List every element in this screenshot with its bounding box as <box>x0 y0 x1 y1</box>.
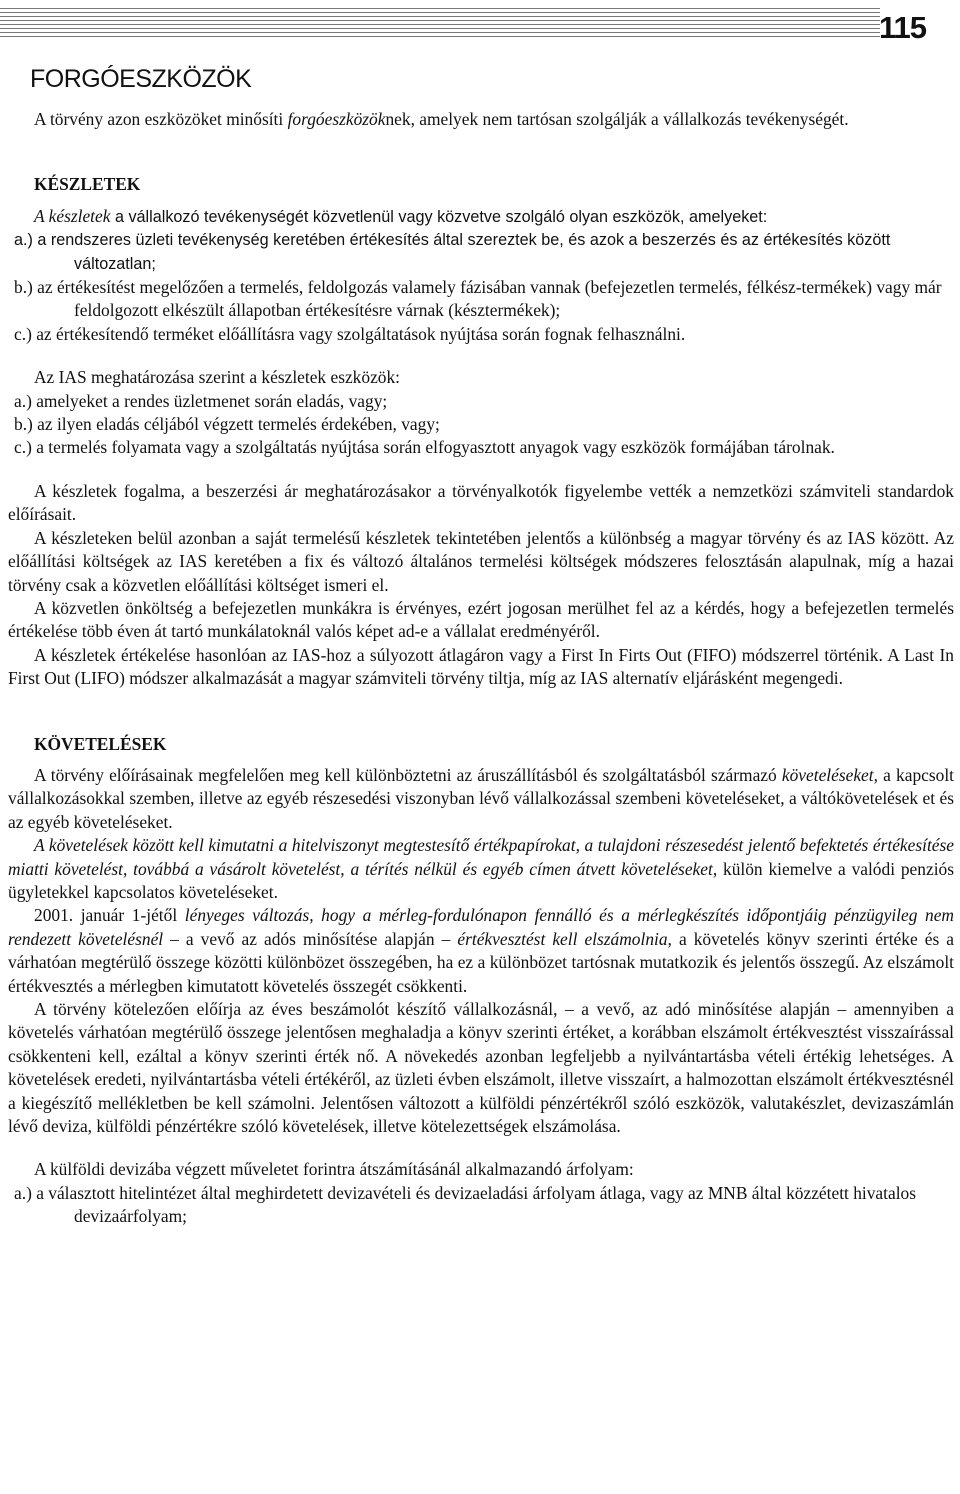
section-title: FORGÓESZKÖZÖK <box>30 65 252 93</box>
list-item: a.) a rendszeres üzleti tevékenység keretében értékesítés által szereztek be, és azok a beszerzés és az értékesítés között változatlan; <box>14 231 891 273</box>
list-item: b.) az ilyen eladás céljából végzett termelés érdekében, vagy; <box>14 414 440 435</box>
paragraph: A törvény kötelezően előírja az éves beszámolót készítő vállalkozásnál, – a vevő, az adó minősítése alapján – amennyiben a követelés várhatóan megtérülő összege jelentősen meghaladja a könyv szerinti értéket, a korábban elszámolt értékvesztést visszaírással csökkenteni kell, ezáltal a könyv szerinti érték nő. A növekedés azonban legfeljebb a nyilvántartásba vételi értékig lehetséges. A követelések eredeti, nyilvántartásba vételi értékéről, az üzleti évben elszámolt, illetve visszaírt, a halmozottan elszámolt értékvesztésnél a kiegészítő mellékletben be kell számolni. Jelentősen változott a külföldi pénzértékről szóló eszközök, valutakészlet, devizaszámlán lévő deviza, külföldi pénzértékre szóló követelések, illetve kötelezettségek elszámolása. <box>8 999 954 1137</box>
ias-lead: Az IAS meghatározása szerint a készletek eszközök: <box>34 367 401 388</box>
paragraph: A készletek értékelése hasonlóan az IAS-hoz a súlyozott átlagáron vagy a First In Firts Out (FIFO) módszerrel történik. A Last In First Out (LIFO) módszer alkalmazását a magyar számviteli törvény tiltja, míg az IAS alternatív eljárásként megengedi. <box>8 644 954 689</box>
paragraph: 2001. január 1-jétől lényeges változás, hogy a mérleg-fordulónapon fennálló és a mérlegkészítés időpontjáig pénzügyileg nem rendezett követelésnél – a vevő az adós minősítése alapján – értékvesztést kell elszámolnia, a követelés könyv szerinti értéke és a várhatóan megtérülő összege közötti különbözet összegében, ha ez a különbözet tartósnak mutatkozik és jelentős összegű. Az elszámolt értékvesztés a mérlegben kimutatott követelés összegét csökkenti. <box>8 905 954 996</box>
fx-list <box>8 1182 954 1229</box>
list-item: a.) a választott hitelintézet által meghirdetett devizavételi és devizaeladási árfolyam átlaga, vagy az MNB által közzétett hivatalos devizaárfolyam; <box>14 1182 916 1227</box>
keszletek-lead: A készletek a vállalkozó tevékenységét közvetlenül vagy közvetve szolgáló olyan eszközök, amelyeket: <box>34 205 768 226</box>
heading-kovetelesek: KÖVETELÉSEK <box>34 733 167 754</box>
paragraph: A közvetlen önköltség a befejezetlen munkákra is érvényes, ezért jogosan merülhet fel az a kérdés, hogy a befejezetlen termelés értékelése több éven át tartó munkálatoknál valós képet ad-e a vállalat eredményéről. <box>8 597 954 642</box>
header-rules <box>0 8 960 42</box>
paragraph: A készletek fogalma, a beszerzési ár meghatározásakor a törvényalkotók figyelembe vették a nemzetközi számviteli standardok előírásait. <box>8 480 954 525</box>
list-item: c.) a termelés folyamata vagy a szolgáltatás nyújtása során elfogyasztott anyagok vagy eszközök formájában tárolnak. <box>14 437 835 458</box>
keszletek-list <box>8 229 954 346</box>
paragraph: A törvény előírásainak megfelelően meg kell különböztetni az áruszállításból és szolgáltatásból származó követeléseket, a kapcsolt vállalkozásokkal szemben, illetve az egyéb részesedési viszonyban lévő vállalkozással szembeni követeléseket, a váltókövetelések et és az egyéb követeléseket. <box>8 764 954 832</box>
list-item: a.) amelyeket a rendes üzletmenet során eladás, vagy; <box>14 390 388 411</box>
paragraph: A követelések között kell kimutatni a hitelviszonyt megtestesítő értékpapírokat, a tulajdoni részesedést jelentő befektetés értékesítése miatti követelést, továbbá a vásárolt követelést, a térítés nélkül és egyéb címen átvett követeléseket, külön kiemelve a valódi penziós ügyletekkel kapcsolatos követeléseket. <box>8 835 954 902</box>
list-item: b.) az értékesítést megelőzően a termelés, feldolgozás valamely fázisában vannak (befejezetlen termelés, félkész-termékek) vagy már feldolgozott elkészült állapotban értékesítésre várnak (késztermékek); <box>14 277 942 321</box>
paragraph: A készleteken belül azonban a saját termelésű készletek tekintetében jelentős a különbség a magyar törvény és az IAS között. Az előállítási költségek az IAS keretében a fix és változó általános termelési költségek módszeres felosztásán alapulnak, míg a hazai törvény csak a közvetlen előállítási költséget ismeri el. <box>8 527 954 595</box>
fx-lead: A külföldi devizába végzett műveletet forintra átszámításánál alkalmazandó árfolyam: <box>34 1159 634 1180</box>
intro-paragraph: A törvény azon eszközöket minősíti forgóeszközöknek, amelyek nem tartósan szolgálják a vállalkozás tevékenységét. <box>34 109 849 129</box>
heading-keszletek: KÉSZLETEK <box>34 174 141 195</box>
page-content <box>8 64 954 1229</box>
list-item: c.) az értékesítendő terméket előállításra vagy szolgáltatások nyújtása során fognak felhasználni. <box>14 323 686 344</box>
page-number: 115 <box>878 10 926 45</box>
ias-list <box>8 390 954 460</box>
